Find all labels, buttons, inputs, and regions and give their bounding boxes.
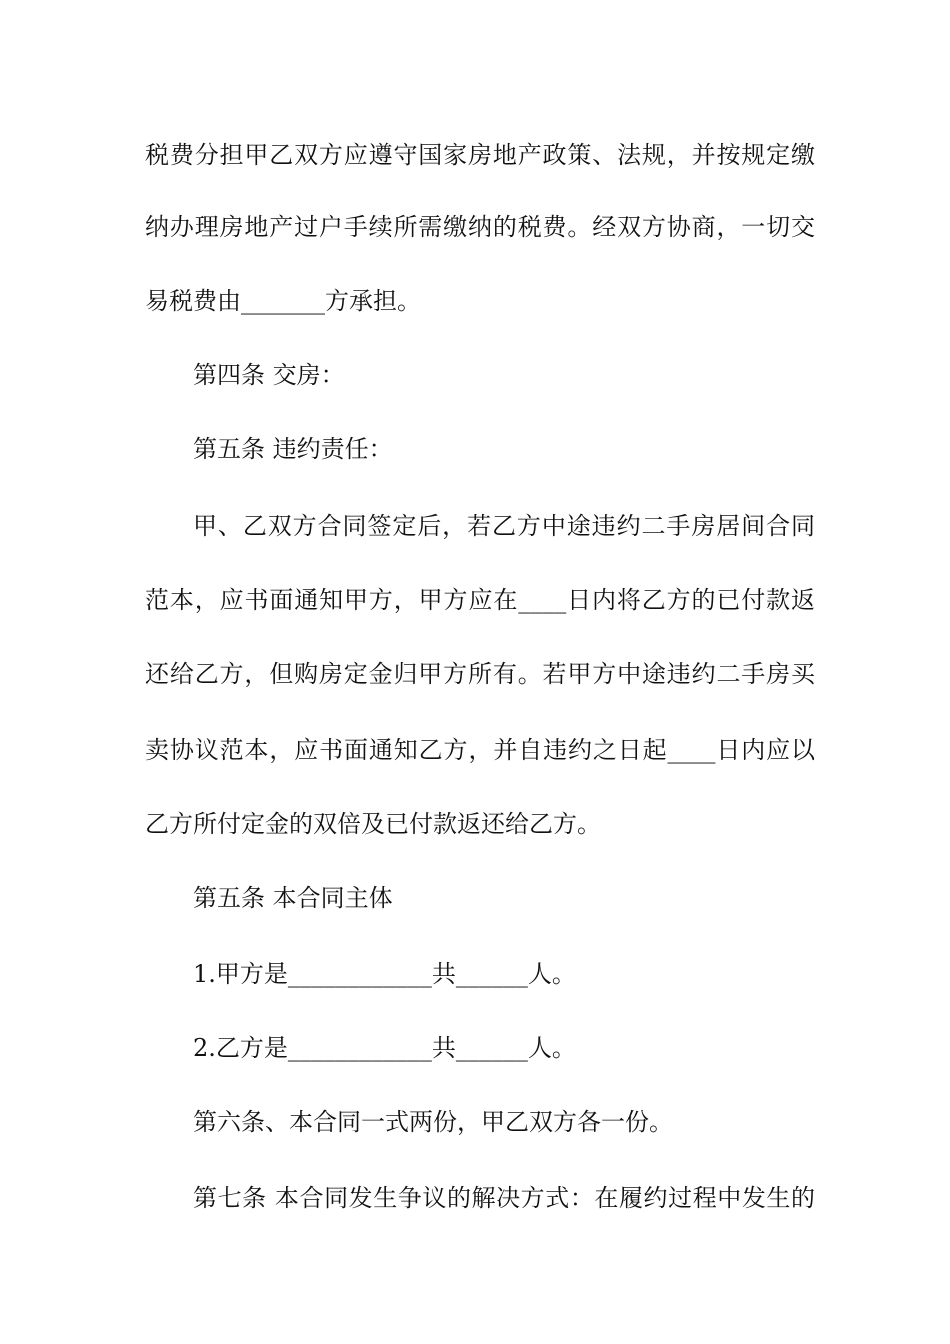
party-a-line: 1.甲方是____________共______人。	[193, 960, 576, 988]
text-line: 卖协议范本，应书面通知乙方，并自违约之日起____日内应以	[145, 736, 815, 764]
article-heading: 第五条 本合同主体	[193, 884, 393, 912]
text-line: 税费分担甲乙双方应遵守国家房地产政策、法规，并按规定缴	[145, 141, 815, 169]
text-line: 范本，应书面通知甲方，甲方应在____日内将乙方的已付款返	[145, 586, 815, 614]
text-line: 易税费由_______方承担。	[145, 287, 421, 315]
article-heading: 第七条 本合同发生争议的解决方式：在履约过程中发生的	[193, 1184, 815, 1212]
text-line: 纳办理房地产过户手续所需缴纳的税费。经双方协商，一切交	[145, 213, 815, 241]
party-b-line: 2.乙方是____________共______人。	[193, 1034, 576, 1062]
text-line: 甲、乙双方合同签定后，若乙方中途违约二手房居间合同	[193, 512, 815, 540]
article-heading: 第四条 交房：	[193, 361, 345, 389]
article-heading: 第六条、本合同一式两份，甲乙双方各一份。	[193, 1108, 673, 1136]
article-heading: 第五条 违约责任：	[193, 435, 393, 463]
text-line: 乙方所付定金的双倍及已付款返还给乙方。	[145, 810, 601, 838]
text-line: 还给乙方，但购房定金归甲方所有。若甲方中途违约二手房买	[145, 660, 815, 688]
